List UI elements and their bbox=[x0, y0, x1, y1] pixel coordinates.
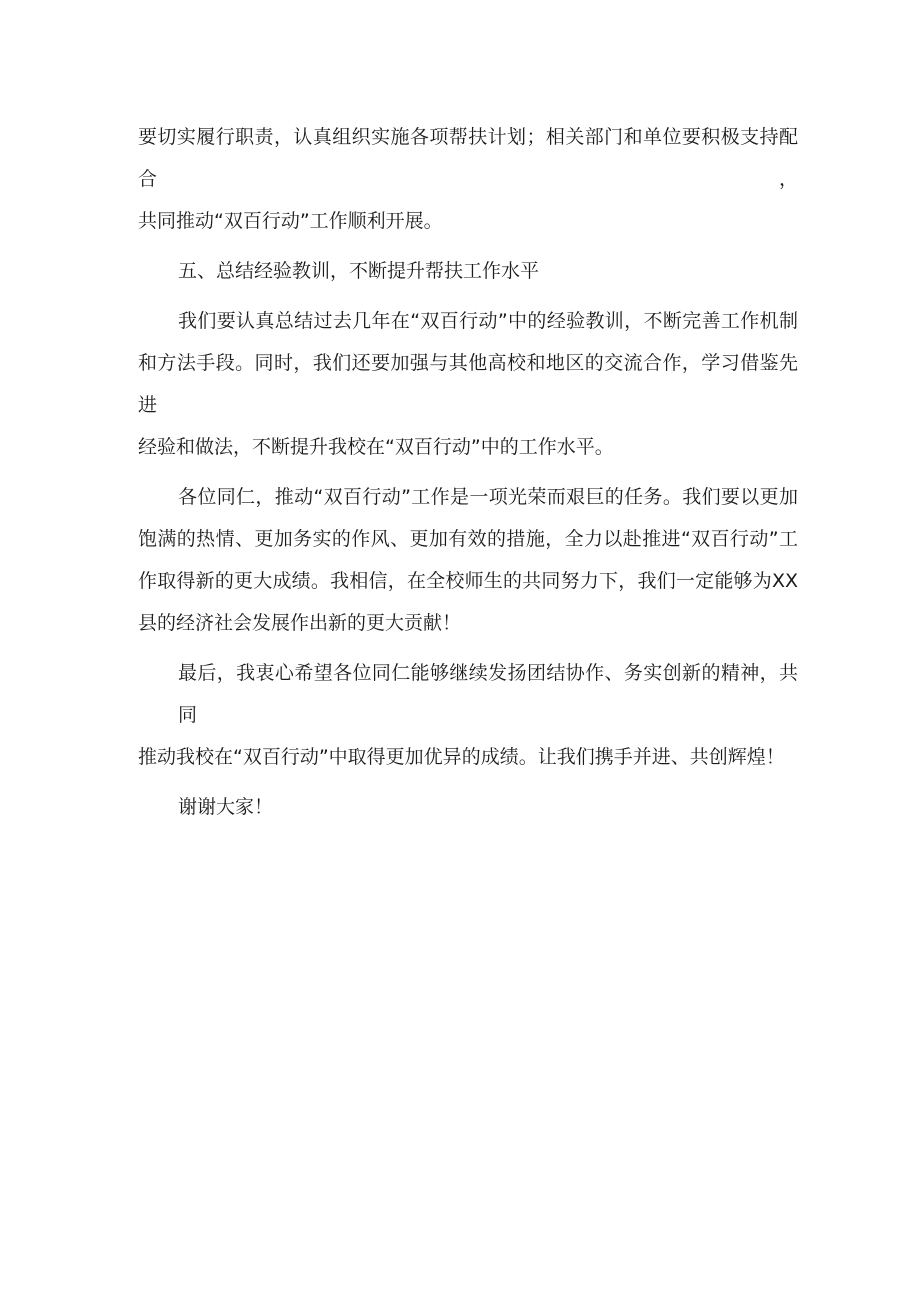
text-line: 我们要认真总结过去几年在“双百行动”中的经验教训，不断完善工作机制 bbox=[178, 310, 798, 332]
text-line: 要切实履行职责，认真组织实施各项帮扶计划；相关部门和单位要积极支持配合， bbox=[138, 126, 798, 190]
thanks-text: 谢谢大家！ bbox=[178, 796, 274, 818]
text-line: 饱满的热情、更加务实的作风、更加有效的措施，全力以赴推进“双百行动”工 bbox=[138, 528, 798, 550]
paragraph-continued bbox=[138, 116, 798, 242]
text-line: 作取得新的更大成绩。我相信，在全校师生的共同努力下，我们一定能够为XX bbox=[138, 570, 798, 592]
text-line: 县的经济社会发展作出新的更大贡献！ bbox=[138, 612, 462, 634]
heading-text: 五、总结经验教训，不断提升帮扶工作水平 bbox=[178, 260, 540, 282]
text-line: 推动我校在“双百行动”中取得更加优异的成绩。让我们携手并进、共创辉煌！ bbox=[138, 746, 785, 768]
text-line: 经验和做法，不断提升我校在“双百行动”中的工作水平。 bbox=[138, 436, 614, 458]
text-line: 共同推动“双百行动”工作顺利开展。 bbox=[138, 210, 443, 232]
paragraph-closing bbox=[138, 652, 798, 778]
paragraph-summary bbox=[138, 300, 798, 468]
text-line: 各位同仁，推动“双百行动”工作是一项光荣而艰巨的任务。我们要以更加 bbox=[178, 486, 798, 508]
text-line: 最后，我衷心希望各位同仁能够继续发扬团结协作、务实创新的精神，共同 bbox=[178, 662, 798, 726]
text-line: 和方法手段。同时，我们还要加强与其他高校和地区的交流合作，学习借鉴先进 bbox=[138, 352, 798, 416]
paragraph-thanks bbox=[138, 786, 798, 828]
paragraph-colleagues bbox=[138, 476, 798, 644]
document-body bbox=[138, 116, 798, 836]
section-heading bbox=[138, 250, 798, 292]
